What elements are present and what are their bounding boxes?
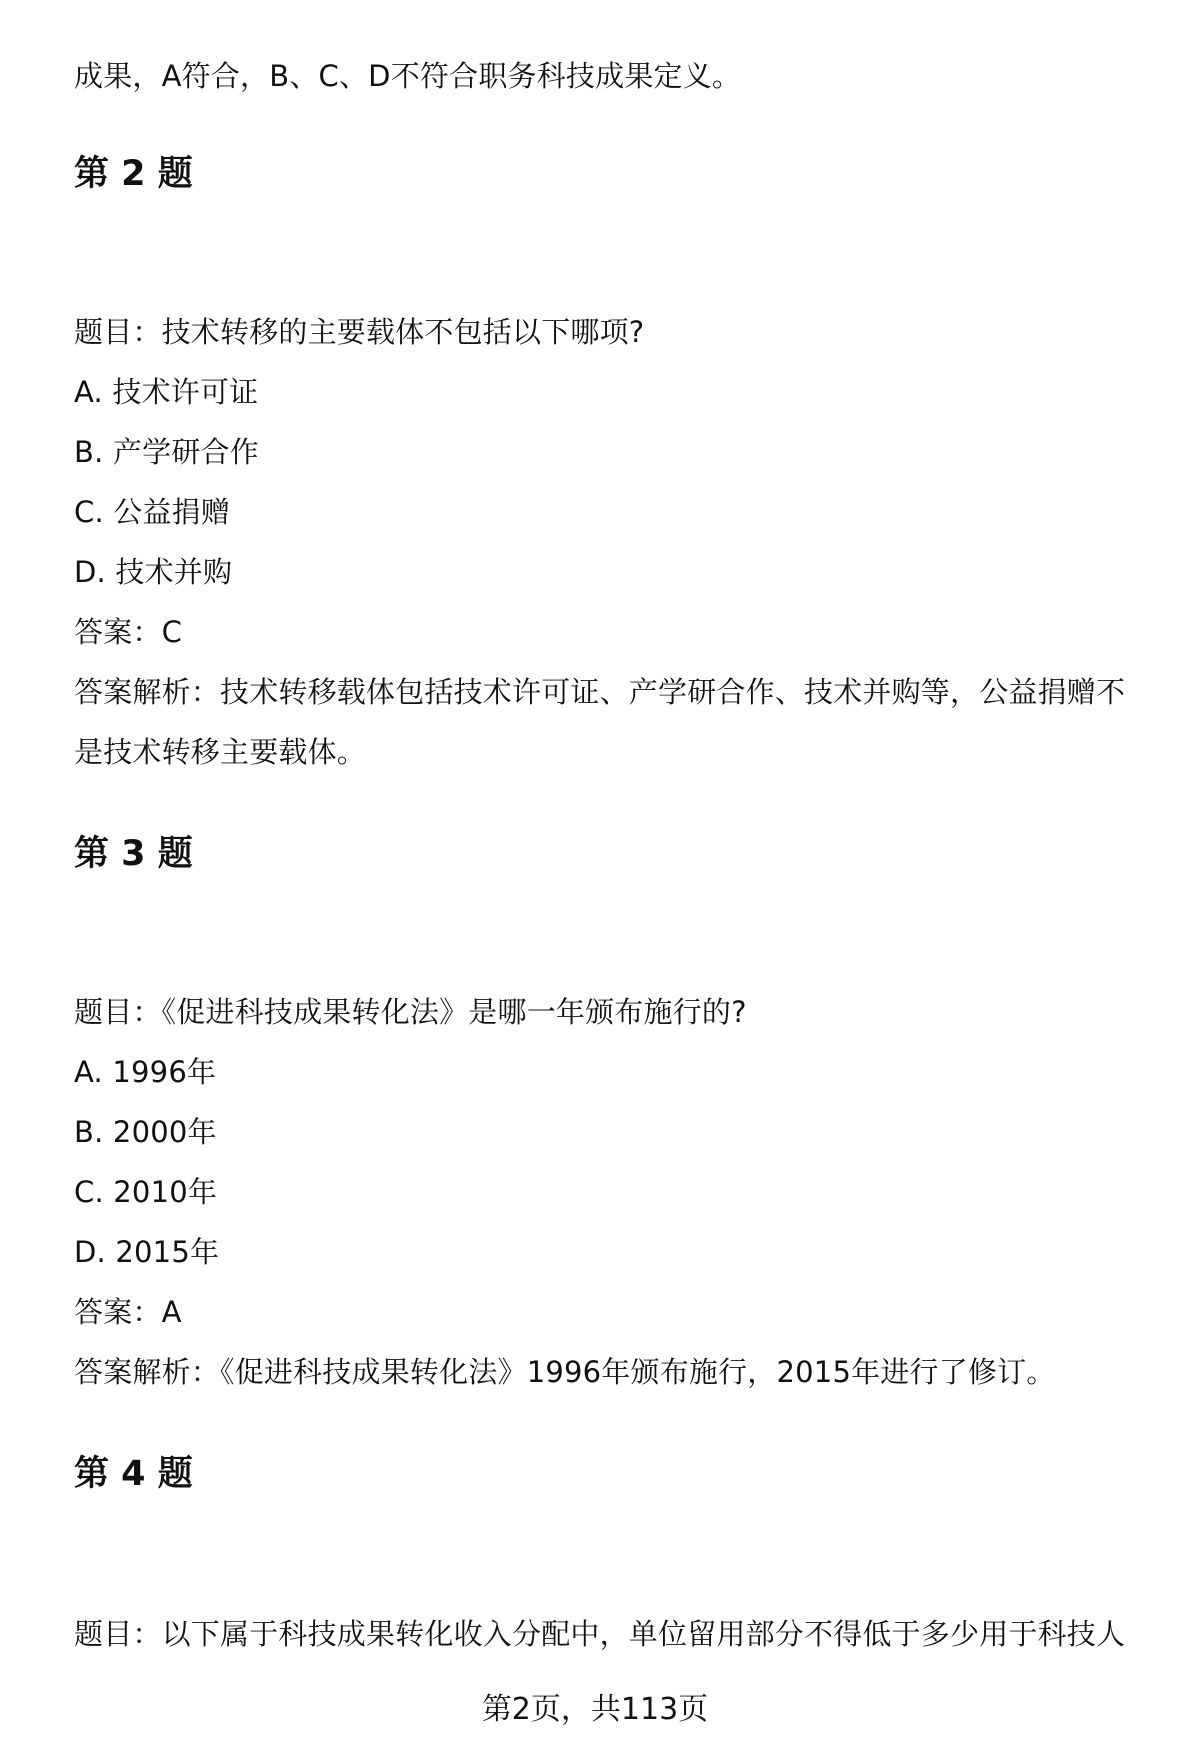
question-2-heading: 第 2 题 <box>74 154 193 194</box>
question-2-option-b: B. 产学研合作 <box>74 435 259 469</box>
question-3-option-b: B. 2000年 <box>74 1115 217 1149</box>
page-footer: 第2页，共113页 <box>481 1692 709 1727</box>
question-2-option-c: C. 公益捐赠 <box>74 495 231 529</box>
question-3-explanation-line-1: 答案解析：《促进科技成果转化法》1996年颁布施行，2015年进行了修订。 <box>74 1355 1056 1389</box>
question-2-text: 题目：技术转移的主要载体不包括以下哪项? <box>74 315 645 349</box>
question-3-text: 题目：《促进科技成果转化法》是哪一年颁布施行的? <box>74 995 747 1029</box>
intro-continuation-text: 成果，A符合，B、C、D不符合职务科技成果定义。 <box>74 59 742 93</box>
question-3-option-a: A. 1996年 <box>74 1055 217 1089</box>
question-2-explanation-line-2: 是技术转移主要载体。 <box>74 735 367 769</box>
question-2-answer: 答案：C <box>74 615 183 649</box>
question-2-option-d: D. 技术并购 <box>74 555 233 589</box>
question-2-option-a: A. 技术许可证 <box>74 375 259 409</box>
question-3-option-d: D. 2015年 <box>74 1235 220 1269</box>
question-3-answer: 答案：A <box>74 1295 182 1329</box>
question-4-text: 题目：以下属于科技成果转化收入分配中，单位留用部分不得低于多少用于科技人 <box>74 1617 1126 1651</box>
question-3-option-c: C. 2010年 <box>74 1175 218 1209</box>
question-3-heading: 第 3 题 <box>74 834 193 874</box>
question-2-explanation-line-1: 答案解析：技术转移载体包括技术许可证、产学研合作、技术并购等，公益捐赠不 <box>74 675 1126 709</box>
question-4-heading: 第 4 题 <box>74 1454 193 1494</box>
